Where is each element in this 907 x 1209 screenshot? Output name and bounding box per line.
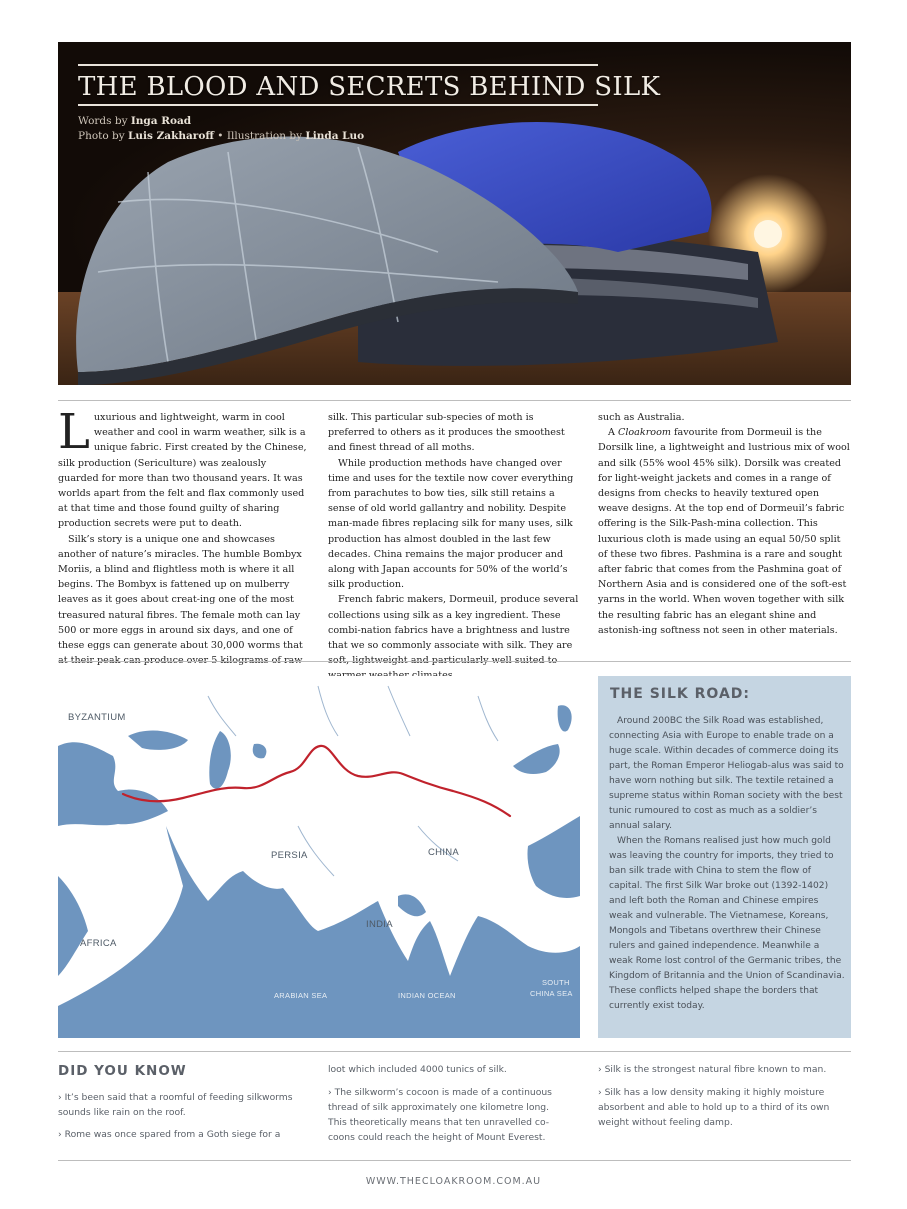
title-rule-top bbox=[78, 64, 598, 66]
title-rule-bottom bbox=[78, 104, 598, 106]
map-label-persia: PERSIA bbox=[271, 850, 308, 861]
article-paragraph: Silk’s story is a unique one and showcases another of nature’s miracles. The humble Bombyx Moriis, a blind and flightless moth is where it all begins. The Bombyx is fattened up on mulberry leaves as it goes about creat-ing one of the most treasured natural fibres. The female moth can lay 500 or more eggs in around six days, and one of these eggs can generate about 30,000 worms that at their peak can produce over 5 kilograms of raw bbox=[58, 533, 303, 667]
map-label-india: INDIA bbox=[366, 919, 393, 930]
silk-road-sidebar bbox=[598, 676, 851, 1038]
fact-item: › Rome was once spared from a Goth siege for a bbox=[58, 1129, 281, 1140]
silk-road-map bbox=[58, 676, 580, 1038]
article-paragraph: French fabric makers, Dormeuil, produce several collections using silk as a key ingredient. These combi-nation fabrics have a brightness and lustre that we so commonly associate with silk. They are soft, lightweight and particularly well suited to bbox=[328, 594, 579, 667]
page-title: THE BLOOD AND SECRETS BEHIND SILK bbox=[78, 72, 661, 102]
fact-item: loot which included 4000 tunics of silk. bbox=[328, 1064, 507, 1075]
sidebar-title: THE SILK ROAD: bbox=[610, 686, 750, 702]
map-label-south-china-sea: SOUTH bbox=[542, 978, 570, 987]
credit-separator: • bbox=[217, 130, 224, 142]
byline-photo bbox=[78, 130, 364, 142]
did-you-know-title: DID YOU KNOW bbox=[58, 1063, 187, 1079]
divider bbox=[58, 400, 851, 401]
article-paragraph: such as Australia. bbox=[598, 412, 685, 423]
map-graphic bbox=[58, 676, 580, 1038]
article-column-3 bbox=[598, 410, 851, 638]
paragraph-text: uxurious and lightweight, warm in cool weather and cool in warm weather, silk is a unique fabric. First created by the Chinese, silk production (Sericulture) was zealously guarded for more than two thousand years. It was worlds apart from the felt and flax commonly used at that time and those found guilty of sharing production secrets were put to death. bbox=[58, 412, 307, 530]
fact-item: › Silk has a low density making it highly moisture absorbent and able to hold up to a third of its own weight without feeling damp. bbox=[598, 1087, 830, 1128]
paragraph-text: favourite from Dormeuil is the Dorsilk line, a lightweight and lustrious mix of wool and silk (55% wool 45% silk). Dorsilk was created for light-weight jackets and comes in a range of designs from checks to heavily textured open weave designs. At the top end of Dormeuil’s fabric offering is the Silk-Pash-mina collection. This luxurious cloth is made using an equal 50/50 split of these two fibres. Pashmina is a rare and sought after fabric that comes from the Pashmina goat of Northern Asia and is considered one of the soft-est yarns in the world. When woven together with silk the resulting fabric has an elegant shine and astonish-ing softness not seen in other materials. bbox=[598, 427, 850, 636]
footer-url: WWW.THECLOAKROOM.COM.AU bbox=[365, 1176, 542, 1187]
photographer-name: Luis Zakharoff bbox=[128, 130, 214, 142]
writer-name: Inga Road bbox=[130, 115, 192, 127]
article-paragraph: silk. This particular sub-species of moth is preferred to others as it produces the smoothest and finest thread of all moths. bbox=[328, 412, 565, 454]
article-paragraph bbox=[598, 425, 851, 638]
sidebar-paragraph: Around 200BC the Silk Road was established, connecting Asia with Europe to enable trade on a huge scale. Within decades of commerce doing its part, the Roman Emperor Heliogab-alus was said to have worn nothing but silk. The textile retained a supreme status within Roman society with the best tunic rumoured to cost as much as a soldier’s annual salary. bbox=[609, 716, 844, 831]
sidebar-text bbox=[609, 714, 845, 1014]
article-paragraph: While production methods have changed over time and uses for the textile now cover everything from parachutes to bow ties, silk still retains a sense of old world gallantry and nobility. Despite man-made fibres replacing silk for many uses, silk production has almost doubled in the last few decades. China remains the major producer and along with Japan accounts for 50% of the world’s silk production. bbox=[328, 457, 574, 591]
words-label: Words by bbox=[78, 115, 128, 127]
map-label-africa: AFRICA bbox=[80, 938, 117, 949]
illustration-label: Illustration by bbox=[226, 130, 303, 142]
divider bbox=[58, 1051, 851, 1052]
fact-item: › It’s been said that a roomful of feeding silkworms sounds like rain on the roof. bbox=[58, 1092, 293, 1118]
map-label-arabian-sea: ARABIAN SEA bbox=[274, 991, 328, 1000]
illustrator-name: Linda Luo bbox=[305, 130, 365, 142]
article-paragraph bbox=[58, 404, 308, 532]
photo-label: Photo by bbox=[78, 130, 125, 142]
divider bbox=[58, 1160, 851, 1161]
article-column-1 bbox=[58, 404, 308, 668]
paragraph-text: A bbox=[608, 427, 618, 439]
magazine-name: Cloakroom bbox=[617, 427, 671, 439]
fact-item: › The silkworm’s cocoon is made of a continuous thread of silk approximately one kilometre long. This theoretically means that ten unravelled co-coons could reach the height of Mount Everest. bbox=[328, 1087, 552, 1143]
map-label-indian-ocean: INDIAN OCEAN bbox=[398, 991, 456, 1000]
sidebar-paragraph: When the Romans realised just how much gold was leaving the country for imports, they tried to ban silk trade with China to stem the flow of capital. The first Silk War broke out (1392-1402) and left both the Roman and Chinese empires weak and vulnerable. The Vietnamese, Koreans, Mongols and Tibetans overthrew their Chinese rulers and gained independence. Meanwhile a weak Rome lost control of the Germanic tribes, the Kingdom of Britannia and the Union of Scandinavia. These conflicts helped shape the borders that currently exist today. bbox=[609, 836, 845, 1011]
byline-words bbox=[78, 115, 191, 127]
divider bbox=[58, 661, 851, 662]
drop-cap: L bbox=[58, 404, 90, 460]
map-label-china: CHINA bbox=[428, 847, 460, 858]
map-label-byzantium: BYZANTIUM bbox=[68, 712, 126, 723]
article-column-2 bbox=[328, 410, 580, 684]
map-label-south-china-sea-2: CHINA SEA bbox=[530, 989, 573, 998]
fact-item: › Silk is the strongest natural fibre known to man. bbox=[598, 1064, 827, 1075]
